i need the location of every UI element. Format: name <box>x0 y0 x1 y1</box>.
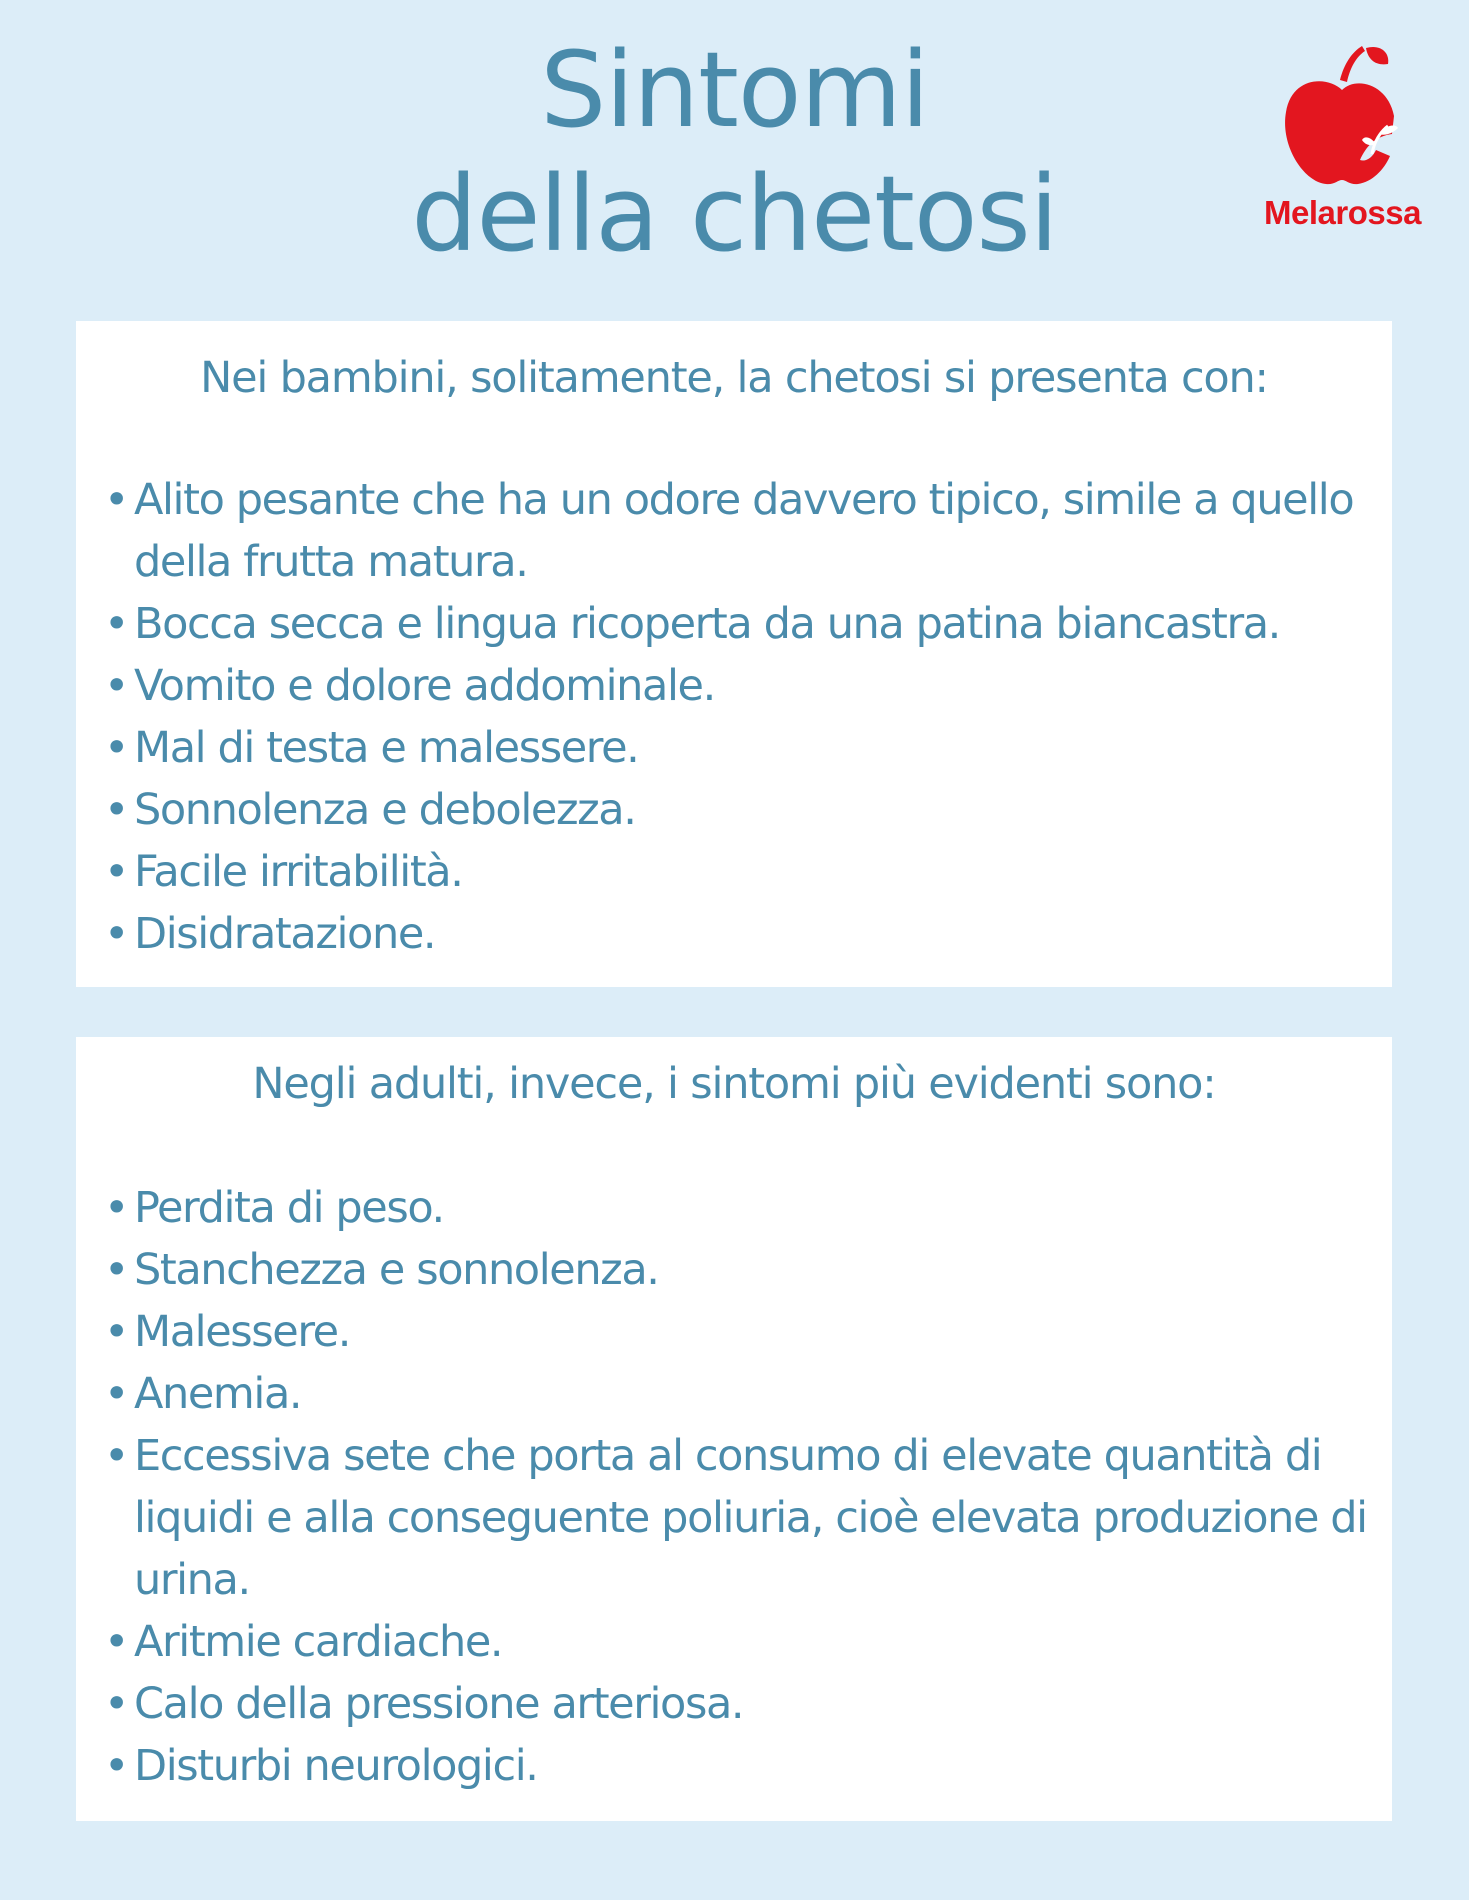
adults-heading: Negli adulti, invece, i sintomi più evidenti sono: <box>252 1059 1216 1109</box>
adults-symptoms-card <box>76 1037 1392 1821</box>
apple-icon <box>1280 42 1405 192</box>
page-title <box>0 28 1469 276</box>
children-heading: Nei bambini, solitamente, la chetosi si presenta con: <box>200 353 1268 403</box>
list-item: • Mal di testa e malessere. <box>104 717 1374 779</box>
list-item: • Vomito e dolore addominale. <box>104 655 1374 717</box>
adults-symptom-list <box>104 1177 1374 1797</box>
title-line-1: Sintomi <box>540 29 929 151</box>
children-symptoms-card <box>76 321 1392 987</box>
list-item: • Anemia. <box>104 1363 1374 1425</box>
bullet: • <box>104 1307 128 1357</box>
bullet: • <box>104 1245 128 1295</box>
bullet: • <box>104 1617 128 1667</box>
title-line-2: della chetosi <box>411 153 1058 275</box>
bullet: • <box>104 1431 128 1481</box>
bullet: • <box>104 1369 128 1419</box>
list-item: • Bocca secca e lingua ricoperta da una patina biancastra. <box>104 593 1374 655</box>
list-item: • Stanchezza e sonnolenza. <box>104 1239 1374 1301</box>
list-item: • Aritmie cardiache. <box>104 1611 1374 1673</box>
bullet: • <box>104 909 128 959</box>
bullet: • <box>104 847 128 897</box>
bullet: • <box>104 723 128 773</box>
children-symptom-list <box>104 469 1374 965</box>
list-item: • Alito pesante che ha un odore davvero tipico, simile a quello della frutta matura. <box>104 469 1374 593</box>
bullet: • <box>104 785 128 835</box>
list-item: • Disidratazione. <box>104 903 1374 965</box>
bullet: • <box>104 1741 128 1791</box>
list-item: • Facile irritabilità. <box>104 841 1374 903</box>
bullet: • <box>104 661 128 711</box>
list-item: • Disturbi neurologici. <box>104 1735 1374 1797</box>
list-item: • Calo della pressione arteriosa. <box>104 1673 1374 1735</box>
list-item: • Perdita di peso. <box>104 1177 1374 1239</box>
bullet: • <box>104 599 128 649</box>
bullet: • <box>104 1183 128 1233</box>
bullet: • <box>104 1679 128 1729</box>
list-item: • Malessere. <box>104 1301 1374 1363</box>
melarossa-logo[interactable] <box>1250 42 1435 242</box>
list-item: • Sonnolenza e debolezza. <box>104 779 1374 841</box>
list-item: • Eccessiva sete che porta al consumo di elevate quantità di liquidi e alla conseguente poliuria, cioè elevata produzione di urina. <box>104 1425 1374 1611</box>
logo-text: Melarossa <box>1264 194 1421 231</box>
bullet: • <box>104 475 128 525</box>
